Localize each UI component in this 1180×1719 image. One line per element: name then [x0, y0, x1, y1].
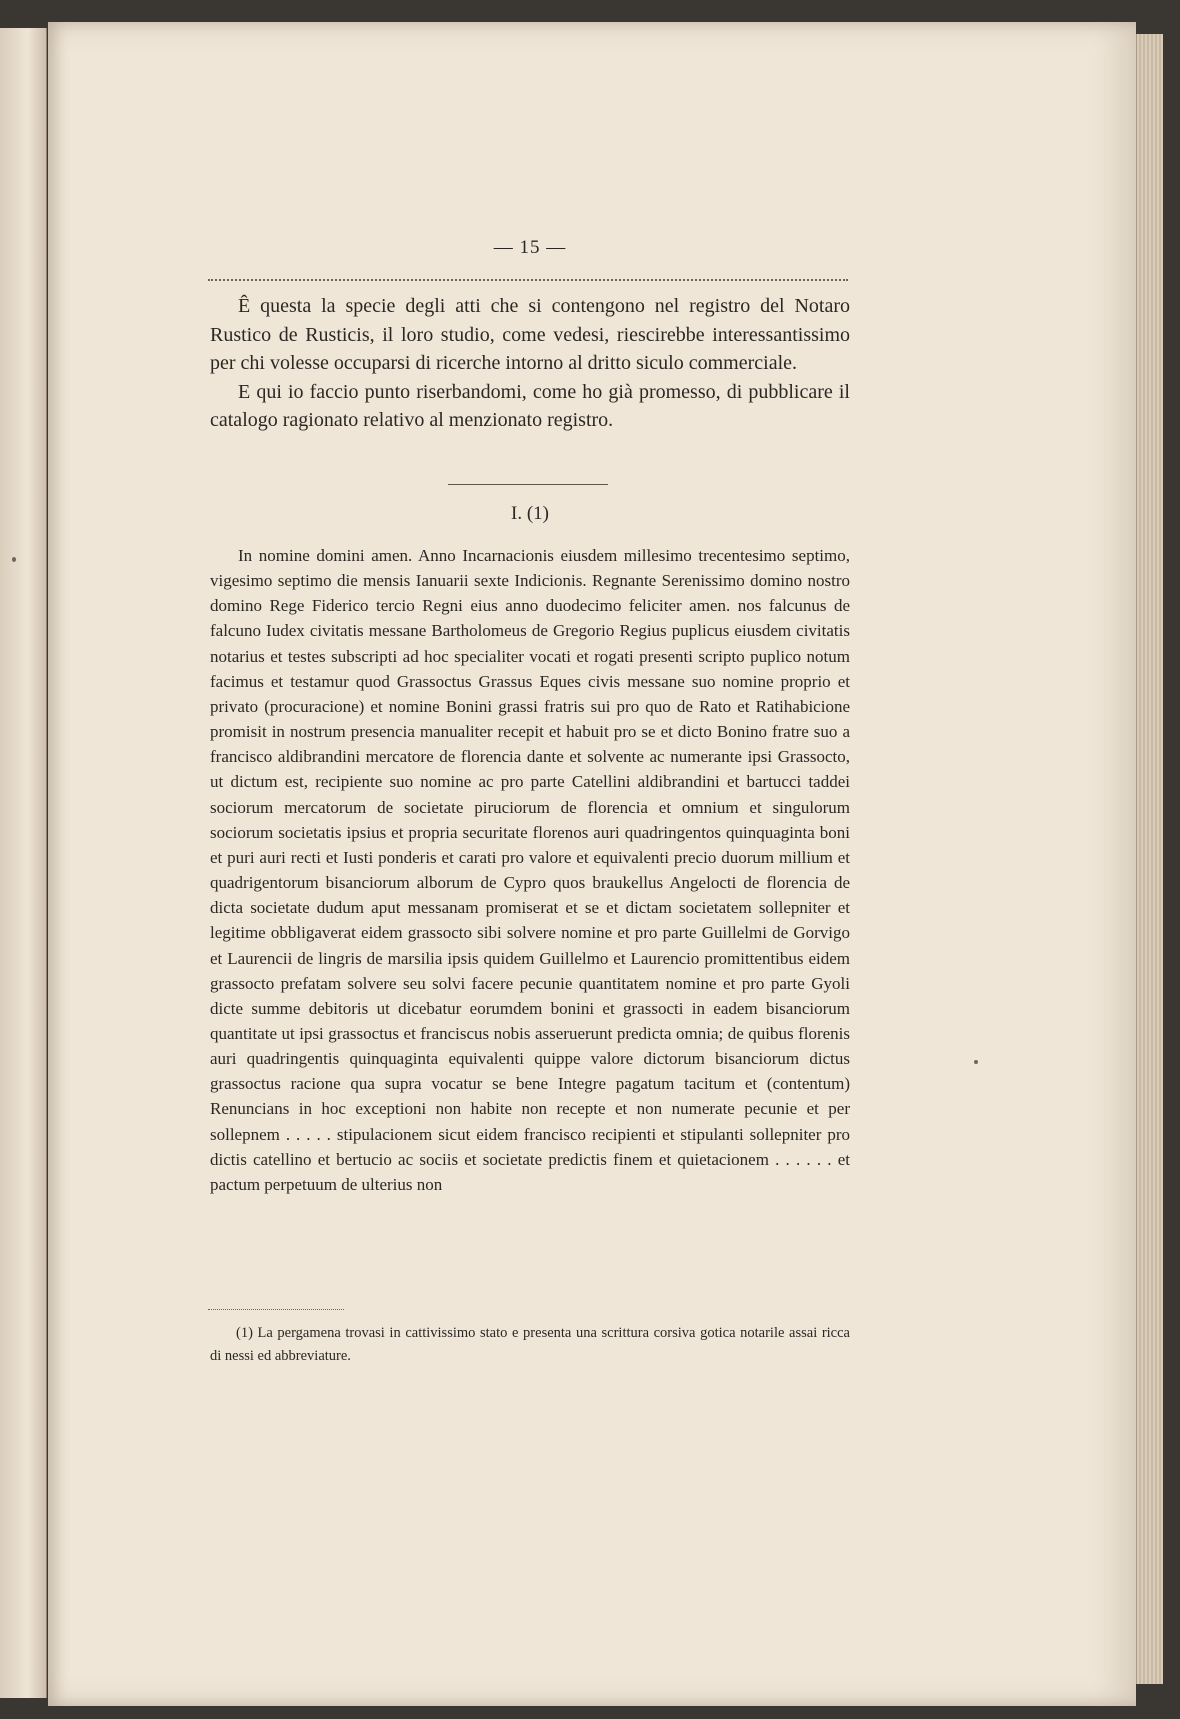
document-heading: I. (1): [511, 503, 549, 524]
intro-paragraph: E qui io faccio punto riserbandomi, come ho già promesso, di pubblicare il catalogo ragionato relativo al menzionato registro.: [210, 380, 850, 431]
section-separator: [448, 484, 608, 485]
paper-speck: [12, 557, 16, 562]
page-stack-edge: [1136, 34, 1163, 1684]
footnote: (1) La pergamena trovasi in cattivissimo stato e presenta una scrittura corsiva gotica notarile assai ricca di nessi ed abbreviature.: [210, 1325, 850, 1364]
header-rule: [208, 279, 848, 281]
paper-speck: [974, 1060, 978, 1064]
intro-paragraph: Ê questa la specie degli atti che si contengono nel registro del Notaro Rustico de Rusticis, il loro studio, come vedesi, riescirebbe interessantissimo per chi volesse occuparsi di ricerche intorno al dritto siculo commerciale.: [210, 295, 850, 374]
adjacent-page-edge: [0, 28, 47, 1698]
page-number: — 15 —: [493, 237, 567, 258]
document-paragraph: In nomine domini amen. Anno Incarnacionis eiusdem millesimo trecentesimo septimo, vigesimo septimo die mensis Ianuarii sexte Indicionis. Regnante Serenissimo domino nostro domino Rege Fiderico tercio Regni eius anno duodecimo feliciter amen. nos falcunus de falcuno Iudex civitatis messane Bartholomeus de Gregorio Regius puplicus eiusdem civitatis notarius et testes subscripti ad hoc specialiter vocati et rogati presenti scripto puplico notum facimus et testamur quod Grassoctus Grassus Eques civis messane suo nomine proprio et privato (procuracione) et nomine Bonini grassi fratris sui pro quo de Rato et Ratihabicione promisit in nostrum presencia manualiter recepit et habuit pro se et dicto Bonino fratre suo a francisco aldibrandini mercatore de florencia dante et solvente ac numerante ipsi Grassocto, ut dictum est, recipiente suo nomine ac pro parte Catellini aldibrandini et bartucci taddei sociorum mercatorum de societate piruciorum de florencia et omnium et singulorum sociorum societatis ipsius et propria securitate florenos auri quadringentos quinquaginta boni et puri auri recti et Iusti ponderis et carati pro valore et equivalenti precio duorum millium et quadrigentorum bisanciorum alborum de Cypro quos braukellus Angelocti de florencia de dicta societate dudum aput messanam promiserat et se et dictam societatem sollepniter et legitime obbligaverat eidem grassocto sibi solvere nomine et pro parte Guillelmi de Gorvigo et Laurencii de lingris de marsilia ipsis quidem Guillelmo et Laurencio promittentibus eidem grassocto prefatam solvere seu solvi facere pecunie quantitatem nomine et pro parte Gyoli dicte summe debitoris ut dicebatur eorumdem bonini et grassocti in eadem bisanciorum quantitate ut ipsi grassoctus et franciscus nobis asseruerunt predicta omnia; de quibus florenis auri quadringentis quinquaginta equivalenti quippe valore dictorum bisanciorum dictus grassoctus racione qua supra vocatur se bene Integre pagatum tacitum et (contentum) Renuncians in hoc exceptioni non habite non recepte et non numerate pecunie et per sollepnem . . . . . stipulacionem sicut eidem francisco recipienti et stipulanti sollepniter pro dictis catellino et bertucio ac sociis et societate predictis finem et quietacionem . . . . . . et pactum perpetuum de ulterius non: [210, 546, 850, 1194]
footnote-rule: [208, 1309, 344, 1310]
intro-text: [210, 292, 850, 435]
document-transcription: [210, 543, 850, 1197]
